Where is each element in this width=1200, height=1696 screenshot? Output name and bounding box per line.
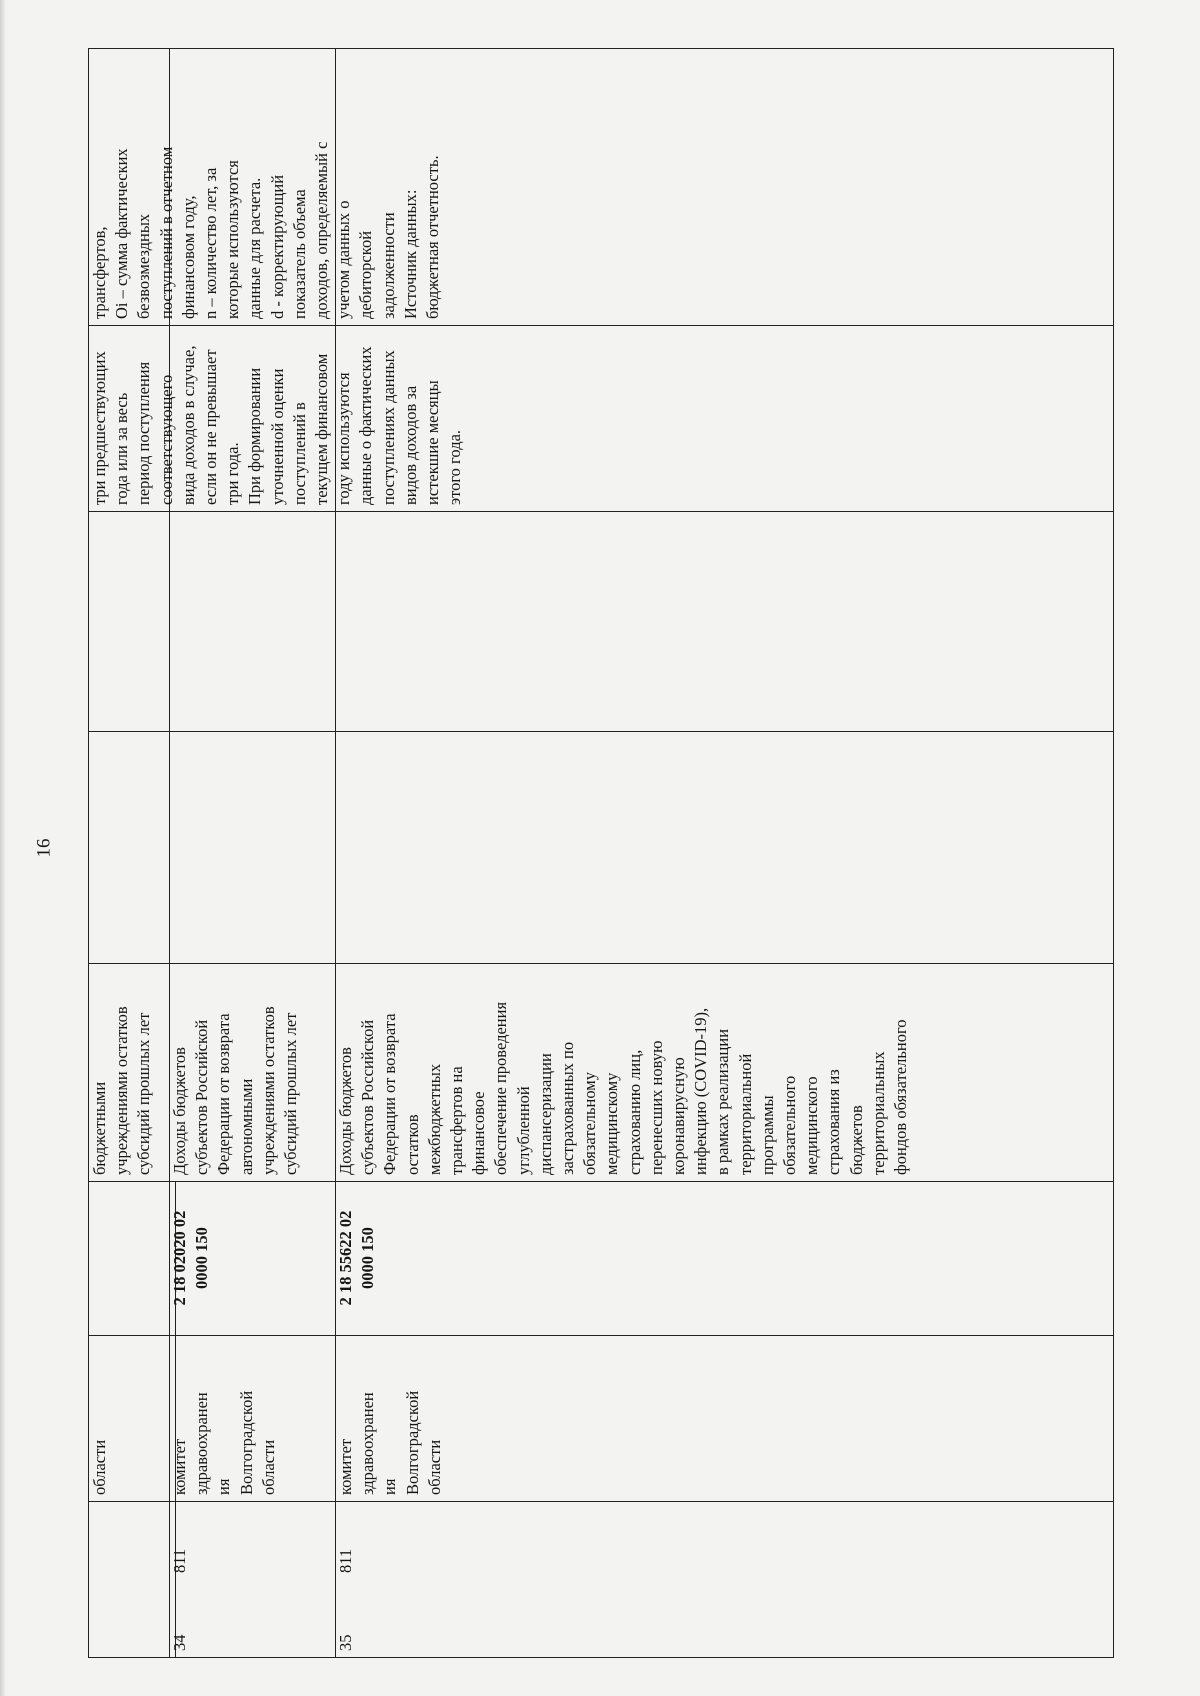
row-34-name-cell: [169, 963, 335, 1181]
column-rule: [89, 511, 1113, 512]
row-0-name: бюджетными учреждениями остатков субсидий прошлых лет: [90, 1006, 154, 1175]
row-35-code: 811: [336, 1548, 355, 1573]
row-34-admin-cell: [169, 1335, 335, 1501]
row-35-admin-cell: [335, 1335, 895, 1501]
row-35-kbk-cell: [335, 1181, 895, 1335]
revenue-table: [88, 48, 1114, 1658]
row-35-name: Доходы бюджетов субъектов Российской Федерации от возврата остатков межбюджетных трансфертов на финансовое обеспечение проведения углубленной диспансеризации застрахованных по обязательному медицинскому страхованию лиц, перенесших новую коронавирусную инфекцию (COVID-19), в рамках реализации территориальной программы обязательного медицинского страхования из бюджетов территориальных фондов обязательного: [336, 1001, 911, 1175]
scan-edge: [0, 0, 6, 1696]
row-35-admin: комитет здравоохранен ия Волгоградской области: [336, 1390, 444, 1495]
page-number: [34, 828, 54, 868]
row-35-name-cell: [335, 963, 911, 1181]
row-35-kbk: 2 18 55622 02 0000 150: [336, 1210, 378, 1306]
row-0-description-cell: [89, 49, 649, 325]
row-35-code-cell: [335, 1501, 895, 1579]
row-34-code: 811: [170, 1548, 189, 1573]
row-35-num: 35: [336, 1634, 355, 1651]
row-34-admin: комитет здравоохранен ия Волгоградской области: [170, 1390, 278, 1495]
row-34-num: 34: [170, 1634, 189, 1651]
row-0-name-cell: [89, 963, 169, 1181]
column-rule: [89, 731, 1113, 732]
page-number-text: 16: [33, 838, 54, 858]
row-34-num-cell: [169, 1579, 335, 1657]
row-34-kbk-cell: [169, 1181, 335, 1335]
row-34-kbk: 2 18 02020 02 0000 150: [170, 1210, 212, 1306]
row-0-description: трансфертов, Оi – сумма фактических безвозмездных поступлений в отчетном финансовом году, n – количество лет, за которые используются данные для расчета. d - корректирующий показатель объема доходов, определяемый с учетом данных о дебиторской задолженности Источник данных: бюджетная отчетность.: [90, 141, 443, 319]
row-0-method-cell: [89, 325, 649, 511]
row-0-admin: области: [90, 1439, 109, 1495]
row-34-code-cell: [169, 1501, 335, 1579]
row-0-admin-cell: [89, 1335, 169, 1501]
row-35-num-cell: [335, 1579, 895, 1657]
row-34-name: Доходы бюджетов субъектов Российской Федерации от возврата автономными учреждениями остатков субсидий прошлых лет: [170, 1006, 301, 1175]
row-0-method: три предшествующих года или за весь период поступления соответствующего вида доходов в случае, если он не превышает три года. При формировании уточненной оценки поступлений в текущем финансовом году используются данные о фактических поступлениях данных видов доходов за истекшие месяцы этого года.: [90, 345, 465, 505]
